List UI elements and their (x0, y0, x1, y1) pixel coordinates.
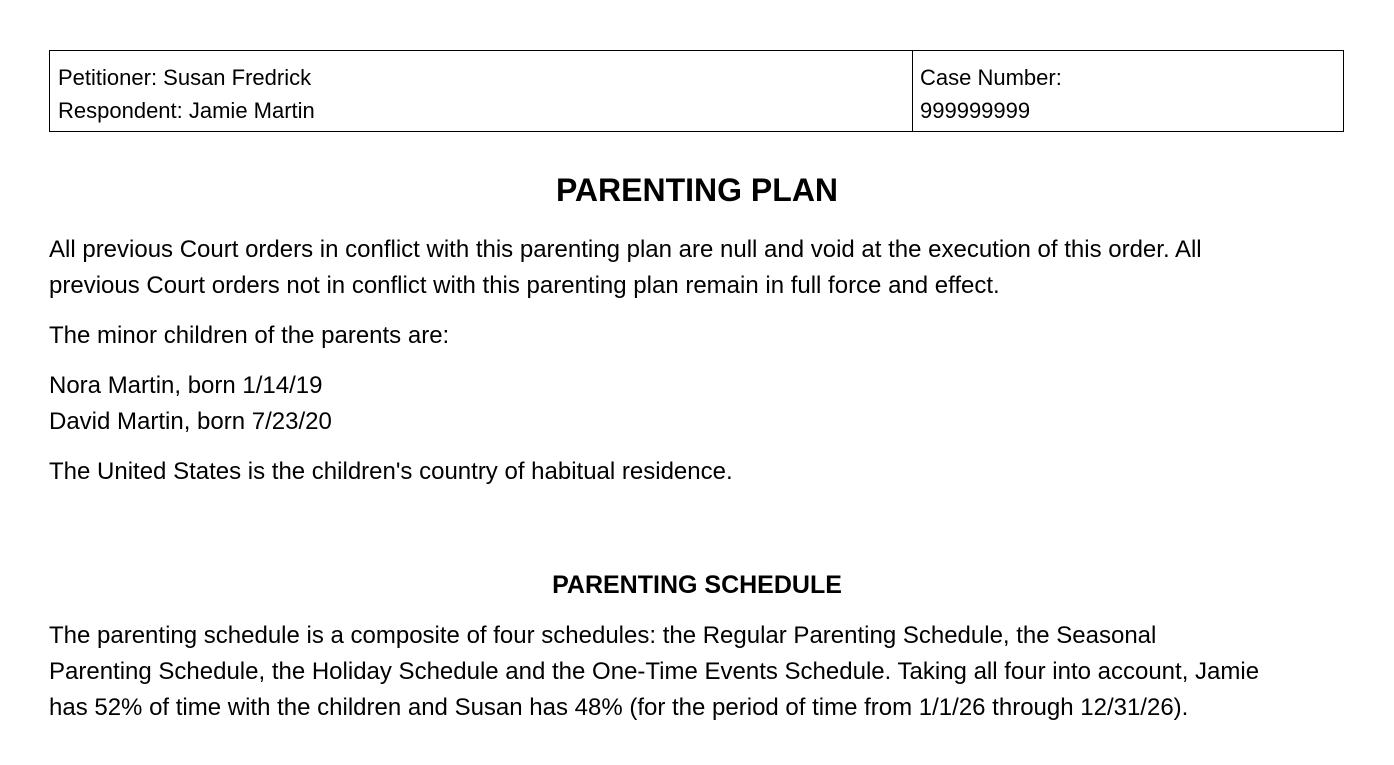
schedule-paragraph (49, 618, 1349, 726)
child-entry: David Martin, born 7/23/20 (49, 408, 332, 435)
children-list (49, 368, 1349, 440)
case-caption-table (49, 50, 1344, 132)
section-title-parenting-schedule: PARENTING SCHEDULE (552, 571, 842, 599)
parties-cell (50, 51, 913, 131)
intro-line: All previous Court orders in conflict with this parenting plan are null and void at the execution of this order. All (49, 236, 1202, 263)
respondent-text: Respondent: Jamie Martin (58, 98, 315, 123)
page-title: PARENTING PLAN (555, 172, 839, 208)
schedule-line: Parenting Schedule, the Holiday Schedule and the One-Time Events Schedule. Taking all four into account, Jamie (49, 658, 1260, 685)
residence-text: The United States is the children's country of habitual residence. (49, 458, 733, 485)
child-entry: Nora Martin, born 1/14/19 (49, 372, 323, 399)
petitioner-text: Petitioner: Susan Fredrick (58, 65, 312, 90)
children-intro-text: The minor children of the parents are: (49, 322, 450, 349)
case-number-label: Case Number: (920, 65, 1062, 90)
schedule-line: has 52% of time with the children and Susan has 48% (for the period of time from 1/1/26 through 12/31/26). (49, 694, 1189, 721)
intro-line: previous Court orders not in conflict with this parenting plan remain in full force and effect. (49, 272, 1000, 299)
case-number-cell (913, 51, 1343, 131)
case-number-value: 999999999 (920, 98, 1031, 123)
intro-paragraph (49, 232, 1349, 304)
schedule-line: The parenting schedule is a composite of four schedules: the Regular Parenting Schedule, the Seasonal (49, 622, 1157, 649)
